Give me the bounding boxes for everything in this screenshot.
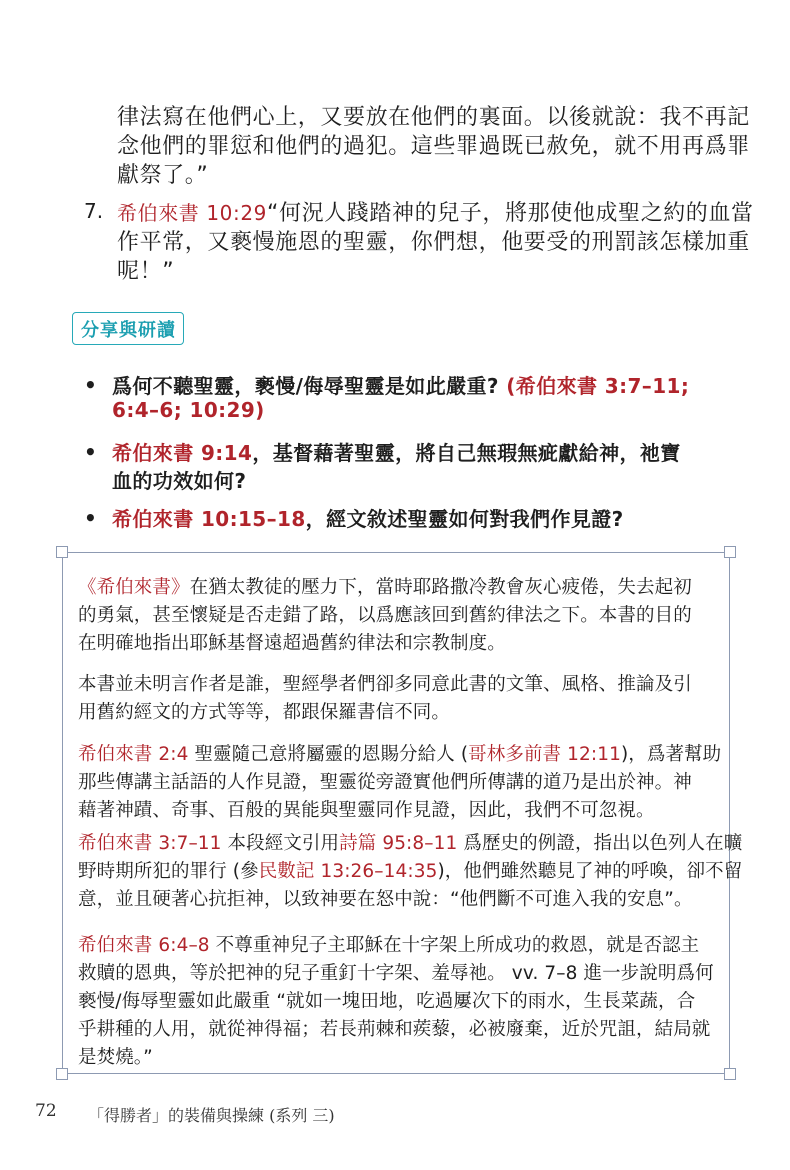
paragraph-text: 爲歷史的例證，指出以色列人在曠 [457, 833, 743, 854]
scripture-ref: 詩篇 95:8–11 [339, 833, 458, 854]
box-paragraph-1 [78, 573, 692, 599]
scripture-ref: 希伯來書 10:15–18 [112, 507, 306, 531]
question-3 [112, 503, 624, 532]
question-text: ，基督藉著聖靈，將自己無瑕無疵獻給神，祂寶 [252, 441, 681, 465]
paragraph-text: 在明確地指出耶穌基督遠超過舊約律法和宗教制度。 [78, 633, 506, 654]
quote-line: 律法寫在他們心上，又要放在他們的裏面。以後就說：我不再記 [117, 105, 750, 130]
bullet: • [84, 440, 97, 464]
scripture-quote [117, 196, 754, 227]
scripture-ref: 哥林多前書 12:11 [468, 744, 621, 765]
paragraph-text: 用舊約經文的方式等等，都跟保羅書信不同。 [78, 702, 451, 723]
quote-line: 作平常，又褻慢施恩的聖靈，你們想，他要受的刑罰該怎樣加重 [117, 230, 750, 255]
box-paragraph-2: 本書並未明言作者是誰，聖經學者們卻多同意此書的文筆、風格、推論及引 [78, 674, 692, 695]
scripture-ref: 希伯來書 9:14 [112, 441, 253, 465]
running-title: 「得勝者」的裝備與操練 (系列 三) [88, 1106, 335, 1125]
scripture-ref: 希伯來書 10:29 [117, 201, 267, 225]
scripture-ref: 希伯來書 6:4–8 [78, 935, 210, 956]
list-number: 7. [84, 199, 104, 223]
box-paragraph-5 [78, 931, 699, 957]
scripture-ref: 民數記 13:26–14:35 [258, 861, 438, 882]
bullet: • [84, 373, 97, 397]
paragraph-text: 聖靈隨己意將屬靈的恩賜分給人 ( [188, 744, 469, 765]
section-tag-label: 分享與研讀 [81, 320, 176, 341]
paragraph-text: 在猶太教徒的壓力下，當時耶路撒冷教會灰心疲倦，失去起初 [189, 577, 692, 598]
scripture-ref: 6:4–6; 10:29) [112, 398, 265, 422]
bullet: • [84, 506, 97, 530]
paragraph-text: )，他們雖然聽見了神的呼喚，卻不留 [437, 861, 743, 882]
question-1 [112, 370, 689, 399]
paragraph-text: )，爲著幫助 [620, 744, 722, 765]
book-title: 《希伯來書》 [78, 577, 190, 598]
box-paragraph-4 [78, 829, 742, 855]
question-text: 血的功效如何? [112, 469, 247, 493]
paragraph-text: 藉著神蹟、奇事、百般的異能與聖靈同作見證，因此，我們不可忽視。 [78, 800, 655, 821]
paragraph-text: 那些傳講主話語的人作見證，聖靈從旁證實他們所傳講的道乃是出於神。神 [78, 772, 692, 793]
paragraph-text: 的勇氣，甚至懷疑是否走錯了路，以爲應該回到舊約律法之下。本書的目的 [78, 605, 692, 626]
paragraph-text: 褻慢/侮辱聖靈如此嚴重 “就如一塊田地，吃過屢次下的雨水，生長菜蔬，合 [78, 991, 696, 1012]
scripture-ref: (希伯來書 3:7–11; [498, 374, 690, 398]
quote-text: “何況人踐踏神的兒子，將那使他成聖之約的血當 [267, 201, 754, 226]
paragraph-text: 救贖的恩典，等於把神的兒子重釘十字架、羞辱祂。 vv. 7–8 進一步說明爲何 [78, 963, 714, 984]
section-tag [72, 312, 184, 345]
box-corner [724, 1068, 736, 1080]
box-corner [56, 1068, 68, 1080]
paragraph-text: 乎耕種的人用，就從神得福；若長荊棘和蒺藜，必被廢棄，近於咒詛，結局就 [78, 1019, 711, 1040]
box-corner [724, 546, 736, 558]
paragraph-text: 野時期所犯的罪行 (參 [78, 861, 259, 882]
paragraph-text: 本段經文引用 [221, 833, 340, 854]
paragraph-text [78, 857, 742, 883]
question-2 [112, 437, 681, 466]
quote-line: 呢！” [117, 259, 175, 284]
question-text: 爲何不聽聖靈，褻慢/侮辱聖靈是如此嚴重? [112, 374, 499, 398]
page-number: 72 [35, 1101, 57, 1121]
box-corner [56, 546, 68, 558]
paragraph-text: 不尊重神兒子主耶穌在十字架上所成功的救恩，就是否認主 [209, 935, 700, 956]
quote-line: 獻祭了。” [117, 163, 209, 188]
paragraph-text: 是焚燒。” [78, 1047, 153, 1068]
box-paragraph-3 [78, 740, 721, 766]
scripture-ref: 希伯來書 3:7–11 [78, 833, 222, 854]
quote-line: 念他們的罪愆和他們的過犯。這些罪過既已赦免，就不用再爲罪 [117, 134, 750, 159]
paragraph-text: 意，並且硬著心抗拒神，以致神要在怒中說：“他們斷不可進入我的安息”。 [78, 889, 693, 910]
question-text: ，經文敘述聖靈如何對我們作見證? [305, 507, 624, 531]
scripture-ref: 希伯來書 2:4 [78, 744, 189, 765]
